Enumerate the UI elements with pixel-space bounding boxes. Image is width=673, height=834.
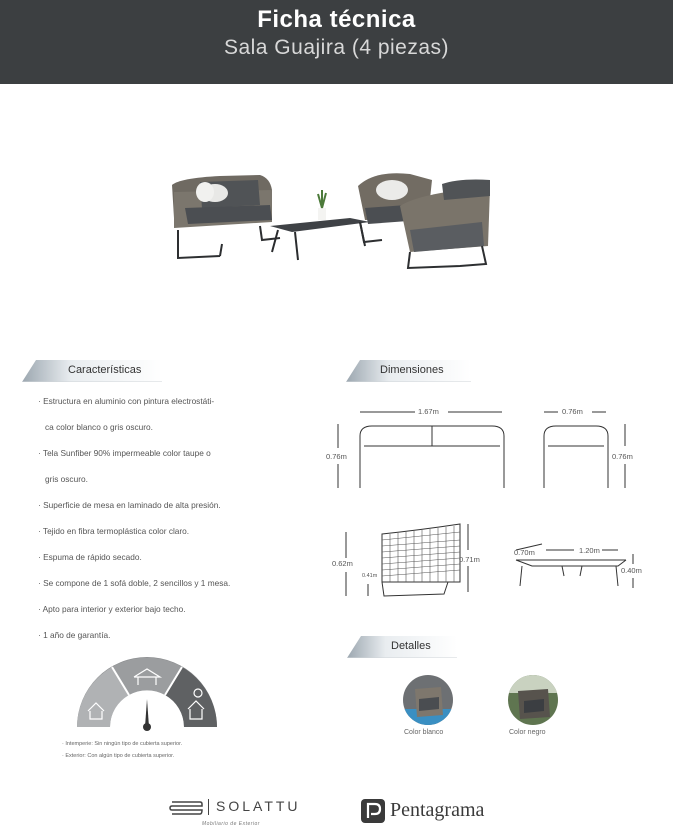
sofa-illustration <box>172 175 280 258</box>
side-seat-height-label: 0.41m <box>362 573 378 579</box>
features-tab <box>22 360 162 382</box>
dimensions-heading: Dimensiones <box>380 364 444 376</box>
pentagrama-wordmark: Pentagrama <box>390 799 485 821</box>
features-list <box>38 395 288 642</box>
pentagrama-logo <box>360 796 510 826</box>
feature-item: · Superficie de mesa en laminado de alta presión. <box>38 500 221 510</box>
page-subtitle: Sala Guajira (4 piezas) <box>223 36 450 59</box>
swatch-white <box>403 675 453 725</box>
page-title: Ficha técnica <box>257 6 416 33</box>
usage-gauge <box>72 655 222 737</box>
side-front-height-label: 0.62m <box>332 559 353 568</box>
solattu-tagline: Mobiliario de Exterior <box>202 821 260 827</box>
chair-height-label: 0.76m <box>612 452 633 461</box>
gauge-note: · Exterior: Con algún tipo de cubierta superior. <box>62 753 175 759</box>
table-illustration <box>270 190 370 260</box>
logo-divider <box>208 799 209 815</box>
solattu-logo <box>168 796 318 830</box>
feature-item: · Espuma de rápido secado. <box>38 552 142 562</box>
sofa-height-label: 0.76m <box>326 452 347 461</box>
product-photo <box>160 160 510 280</box>
feature-item: · Apto para interior y exterior bajo techo. <box>38 604 186 614</box>
swatch-black <box>508 675 558 725</box>
pentagrama-mark-icon <box>360 798 386 824</box>
dimensions-tab <box>346 360 471 382</box>
feature-item: · Tela Sunfiber 90% impermeable color taupe o <box>38 448 211 458</box>
table-width-label: 0.70m <box>514 548 535 557</box>
features-heading: Características <box>68 364 142 376</box>
solattu-wordmark: SOLATTU <box>216 798 301 814</box>
chair-width-label: 0.76m <box>562 407 583 416</box>
feature-item: · 1 año de garantía. <box>38 630 111 640</box>
side-back-height-label: 0.71m <box>459 555 480 564</box>
swatch-white-caption: Color blanco <box>404 729 444 736</box>
sofa-width-label: 1.67m <box>418 407 439 416</box>
details-tab <box>347 636 457 658</box>
table-length-label: 1.20m <box>579 546 600 555</box>
table-height-label: 0.40m <box>621 566 642 575</box>
feature-item: · Tejido en fibra termoplástica color claro. <box>38 526 190 536</box>
header-banner <box>0 0 673 84</box>
gauge-notes <box>62 738 182 762</box>
feature-item: · Estructura en aluminio con pintura electrostáti- <box>38 396 215 406</box>
gauge-note: · Intemperie: Sin ningún tipo de cubierta superior. <box>62 741 183 747</box>
details-heading: Detalles <box>391 640 431 652</box>
dimension-drawings <box>320 400 650 600</box>
feature-item: · Se compone de 1 sofá doble, 2 sencillos y 1 mesa. <box>38 578 231 588</box>
solattu-mark-icon <box>168 800 204 816</box>
feature-item-cont: gris oscuro. <box>45 474 88 484</box>
swatch-black-caption: Color negro <box>509 729 546 736</box>
feature-item-cont: ca color blanco o gris oscuro. <box>45 422 153 432</box>
